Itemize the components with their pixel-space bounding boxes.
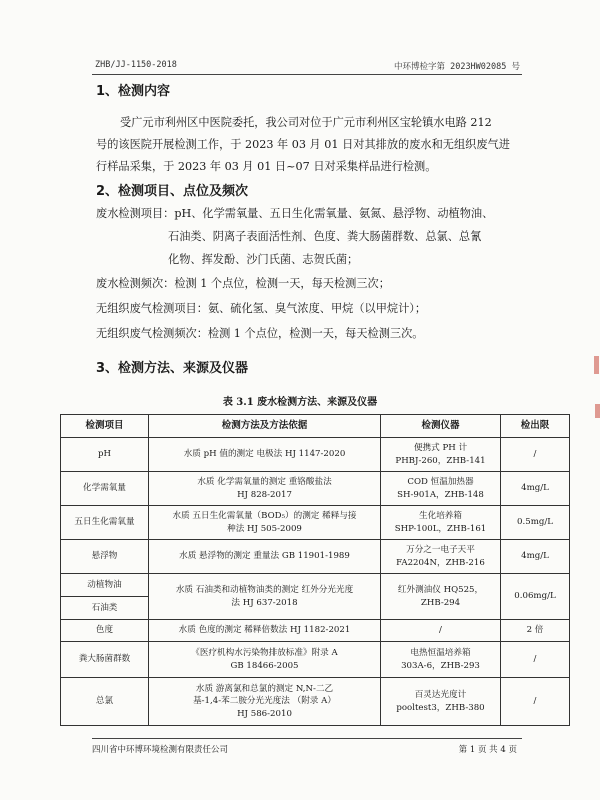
cell-limit: 4mg/L: [501, 540, 570, 574]
cell-instrument: 万分之一电子天平 FA2204N，ZHB-216: [381, 540, 501, 574]
cell-item: 五日生化需氧量: [61, 506, 149, 540]
table-row: [61, 642, 570, 678]
cell-item: 色度: [61, 620, 149, 642]
cell-limit: /: [501, 438, 570, 472]
table-header-row: [61, 415, 570, 438]
document-code: ZHB/JJ-1150-2018: [95, 60, 177, 70]
col-header-limit: 检出限: [501, 415, 570, 438]
cell-item: 动植物油: [61, 574, 149, 597]
col-header-method: 检测方法及方法依据: [149, 415, 381, 438]
table-row: [61, 678, 570, 726]
col-header-instrument: 检测仪器: [381, 415, 501, 438]
report-number: 中环博检字第 2023HW02085 号: [393, 62, 520, 72]
section1-line2: 号的该医院开展检测工作，于 2023 年 03 月 01 日对其排放的废水和无组织废气进: [96, 138, 510, 151]
cell-method: 水质 游离氯和总氯的测定 N,N-二乙 基-1,4-苯二胺分光光度法 （附录 A） HJ 586-2010: [149, 678, 381, 726]
footer-rule: [92, 738, 522, 739]
cell-limit: /: [501, 678, 570, 726]
cell-item: 石油类: [61, 597, 149, 620]
cell-method: 水质 pH 值的测定 电极法 HJ 1147-2020: [149, 438, 381, 472]
col-header-item: 检测项目: [61, 415, 149, 438]
cell-limit: /: [501, 642, 570, 678]
cell-limit: 4mg/L: [501, 472, 570, 506]
method-table: [60, 414, 570, 726]
cell-instrument: COD 恒温加热器 SH-901A，ZHB-148: [381, 472, 501, 506]
section1-line3: 行样品采集，于 2023 年 03 月 01 日~07 日对采集样品进行检测。: [96, 160, 437, 173]
seal-edge-mark: [595, 404, 600, 418]
water-items-line2: 石油类、阴离子表面活性剂、色度、粪大肠菌群数、总氯、总氰: [168, 230, 482, 243]
cell-item: 化学需氧量: [61, 472, 149, 506]
header-rule: [92, 74, 522, 75]
cell-item: 总氯: [61, 678, 149, 726]
section1-line1: 受广元市利州区中医院委托，我公司对位于广元市利州区宝轮镇水电路 212: [120, 116, 492, 129]
table-row: [61, 438, 570, 472]
cell-method: 水质 化学需氧量的测定 重铬酸盐法 HJ 828-2017: [149, 472, 381, 506]
cell-method: 水质 悬浮物的测定 重量法 GB 11901-1989: [149, 540, 381, 574]
table-row: [61, 506, 570, 540]
cell-method: 水质 五日生化需氧量（BOD₅）的测定 稀释与接 种法 HJ 505-2009: [149, 506, 381, 540]
page-number: 第 1 页 共 4 页: [458, 745, 517, 755]
cell-instrument: 百灵达光度计 pooltest3，ZHB-380: [381, 678, 501, 726]
cell-method: 《医疗机构水污染物排放标准》附录 A GB 18466-2005: [149, 642, 381, 678]
seal-edge-mark: [594, 356, 599, 374]
gas-items: 无组织废气检测项目：氨、硫化氢、臭气浓度、甲烷（以甲烷计）；: [96, 302, 427, 315]
cell-instrument: /: [381, 620, 501, 642]
section2-heading: 2、检测项目、点位及频次: [96, 184, 249, 199]
water-items-line1: 废水检测项目：pH、化学需氧量、五日生化需氧量、氨氮、悬浮物、动植物油、: [96, 207, 494, 220]
cell-instrument: 便携式 PH 计 PHBJ-260，ZHB-141: [381, 438, 501, 472]
cell-limit: 0.06mg/L: [501, 574, 570, 620]
page-header: [95, 60, 520, 72]
cell-method: 水质 色度的测定 稀释倍数法 HJ 1182-2021: [149, 620, 381, 642]
table-row: [61, 472, 570, 506]
cell-item: pH: [61, 438, 149, 472]
table-row: [61, 620, 570, 642]
water-items-line3: 化物、挥发酚、沙门氏菌、志贺氏菌；: [168, 253, 359, 266]
section3-heading: 3、检测方法、来源及仪器: [96, 361, 249, 376]
cell-instrument: 红外测油仪 HQ525， ZHB-294: [381, 574, 501, 620]
cell-method: 水质 石油类和动植物油类的测定 红外分光光度 法 HJ 637-2018: [149, 574, 381, 620]
cell-item: 悬浮物: [61, 540, 149, 574]
page-footer: [92, 743, 517, 755]
table-row: [61, 540, 570, 574]
table-row: [61, 574, 570, 597]
company-name: 四川省中环博环境检测有限责任公司: [92, 745, 229, 755]
water-frequency: 废水检测频次：检测 1 个点位，检测一天，每天检测三次；: [96, 277, 390, 290]
cell-item: 粪大肠菌群数: [61, 642, 149, 678]
section1-heading: 1、检测内容: [96, 84, 171, 99]
cell-instrument: 生化培养箱 SHP-100L，ZHB-161: [381, 506, 501, 540]
table-caption: 表 3.1 废水检测方法、来源及仪器: [222, 397, 378, 408]
gas-frequency: 无组织废气检测频次：检测 1 个点位，检测一天，每天检测三次。: [96, 327, 424, 340]
cell-limit: 2 倍: [501, 620, 570, 642]
cell-limit: 0.5mg/L: [501, 506, 570, 540]
cell-instrument: 电热恒温培养箱 303A-6，ZHB-293: [381, 642, 501, 678]
